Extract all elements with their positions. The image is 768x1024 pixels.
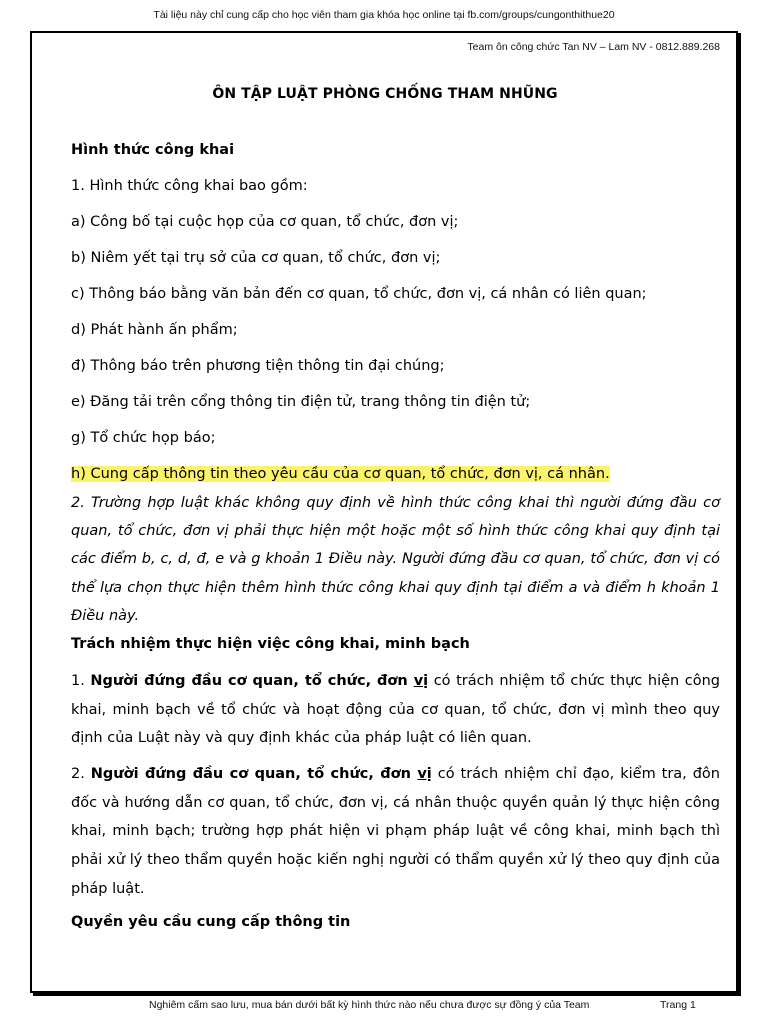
list-item: c) Thông báo bằng văn bản đến cơ quan, tổ chức, đơn vị, cá nhân có liên quan; [71,286,647,302]
section-heading: Trách nhiệm thực hiện việc công khai, minh bạch [71,636,470,652]
list-item: g) Tổ chức họp báo; [71,430,216,446]
bold-phrase [91,766,432,782]
paragraph [71,667,720,753]
bold-phrase [90,673,428,689]
section-heading: Quyền yêu cầu cung cấp thông tin [71,914,351,930]
paragraph-text: có trách nhiệm tổ chức thực hiện công khai, minh bạch về tổ chức và hoạt động của cơ quan, tổ chức, đơn vị mình theo quy định của Luật này và quy định khác của pháp luật có liên quan. [71,673,720,747]
page-frame-shadow [33,993,741,996]
underlined-text: vị [413,673,429,689]
list-item: đ) Thông báo trên phương tiện thông tin đại chúng; [71,358,445,374]
paragraph [71,760,720,904]
team-line: Team ôn công chức Tan NV – Lam NV - 0812.889.268 [467,41,720,53]
highlighted-list-item [71,466,610,482]
section-heading: Hình thức công khai [71,142,235,158]
paragraph-text: có trách nhiệm chỉ đạo, kiểm tra, đôn đốc và hướng dẫn cơ quan, tổ chức, đơn vị, cá nhân thuộc quyền quản lý thực hiện công khai, minh bạch; trường hợp phát hiện vi phạm pháp luật về công khai, minh bạch thì phải xử lý theo thẩm quyền hoặc kiến nghị người có thẩm quyền xử lý theo quy định của pháp luật. [71,766,720,897]
list-item: d) Phát hành ấn phẩm; [71,322,238,338]
page-number: Trang 1 [660,999,696,1011]
document-title: ÔN TẬP LUẬT PHÒNG CHỐNG THAM NHŨNG [212,86,558,102]
paragraph-number: 2. [71,766,91,782]
underlined-text: vị [417,766,432,782]
paragraph: 1. Hình thức công khai bao gồm: [71,178,308,194]
top-note: Tài liệu này chỉ cung cấp cho học viên tham gia khóa học online tại fb.com/groups/cungonthithue20 [153,9,615,21]
bold-text: Người đứng đầu cơ quan, tổ chức, đơn [90,766,418,782]
paragraph-number: 1. [71,673,91,689]
italic-paragraph: 2. Trường hợp luật khác không quy định về hình thức công khai thì người đứng đầu cơ quan, tổ chức, đơn vị phải thực hiện một hoặc một số hình thức công khai quy định tại các điểm b, c, d, đ, e và g khoản 1 Điều này. Người đứng đầu cơ quan, tổ chức, đơn vị có thể lựa chọn thực hiện thêm hình thức công khai quy định tại điểm a và điểm h khoản 1 Điều này. [71,495,720,624]
list-item: a) Công bố tại cuộc họp của cơ quan, tổ chức, đơn vị; [71,214,459,230]
footer-note: Nghiêm cấm sao lưu, mua bán dưới bất kỳ hình thức nào nếu chưa được sự đồng ý của Team [149,999,590,1011]
page-frame-shadow [738,33,741,996]
text-highlight: h) Cung cấp thông tin theo yêu cầu của cơ quan, tổ chức, đơn vị, cá nhân. [71,466,610,482]
list-item: e) Đăng tải trên cổng thông tin điện tử, trang thông tin điện tử; [71,394,531,410]
bold-text: Người đứng đầu cơ quan, tổ chức, đơn [90,673,414,689]
list-item: b) Niêm yết tại trụ sở của cơ quan, tổ chức, đơn vị; [71,250,441,266]
